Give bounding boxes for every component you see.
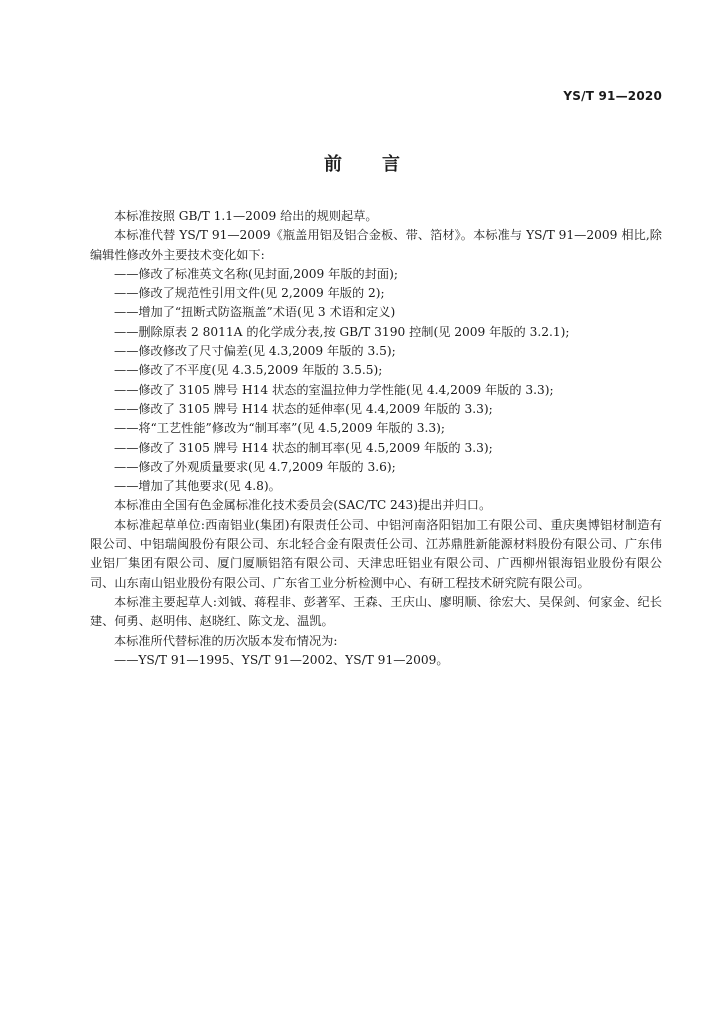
list-item: ——修改了规范性引用文件(见 2,2009 年版的 2);	[114, 286, 385, 301]
list-item: ——修改了外观质量要求(见 4.7,2009 年版的 3.6);	[114, 459, 396, 474]
standard-code: YS/T 91—2020	[563, 89, 662, 103]
history-intro-paragraph: 本标准所代替标准的历次版本发布情况为:	[114, 633, 338, 648]
drafting-units-paragraph: 本标准起草单位:西南铝业(集团)有限责任公司、中铝河南洛阳铝加工有限公司、重庆奥博铝材制造有限公司、中铝瑞闽股份有限公司、东北轻合金有限责任公司、江苏鼎胜新能源材料股份有限公司、广东伟业铝厂集团有限公司、厦门厦顺铝箔有限公司、天津忠旺铝业有限公司、广西柳州银海铝业股份有限公司、山东南山铝业股份有限公司、广东省工业分析检测中心、有研工程技术研究院有限公司。	[90, 517, 662, 590]
list-item: ——将“工艺性能”修改为“制耳率”(见 4.5,2009 年版的 3.3);	[114, 421, 446, 436]
page-title: 前言	[324, 154, 440, 175]
list-item: ——修改修改了尺寸偏差(见 4.3,2009 年版的 3.5);	[114, 344, 396, 359]
drafters-paragraph: 本标准主要起草人:刘钺、蒋程非、彭著军、王森、王庆山、廖明顺、徐宏大、吴保剑、何家金、纪长建、何勇、赵明伟、赵晓红、陈文龙、温凯。	[90, 594, 662, 629]
list-item: ——修改了 3105 牌号 H14 状态的室温拉伸力学性能(见 4.4,2009 年版的 3.3);	[114, 382, 554, 397]
list-item: ——增加了其他要求(见 4.8)。	[114, 479, 281, 494]
list-item: ——修改了不平度(见 4.3.5,2009 年版的 3.5.5);	[114, 363, 383, 378]
history-versions: ——YS/T 91—1995、YS/T 91—2002、YS/T 91—2009。	[114, 652, 449, 667]
list-item: ——修改了标准英文名称(见封面,2009 年版的封面);	[114, 266, 398, 281]
drafting-rule-paragraph: 本标准按照 GB/T 1.1—2009 给出的规则起草。	[114, 209, 378, 223]
list-item: ——修改了 3105 牌号 H14 状态的制耳率(见 4.5,2009 年版的 3.3);	[114, 440, 493, 455]
replaces-paragraph: 本标准代替 YS/T 91—2009《瓶盖用铝及铝合金板、带、箔材》。本标准与 YS/T 91—2009 相比,除编辑性修改外主要技术变化如下:	[90, 228, 662, 262]
list-item: ——增加了“扭断式防盗瓶盖”术语(见 3 术语和定义)	[114, 305, 396, 320]
list-item: ——删除原表 2 8011A 的化学成分表,按 GB/T 3190 控制(见 2009 年版的 3.2.1);	[114, 324, 570, 339]
foreword-body	[90, 207, 662, 670]
list-item: ——修改了 3105 牌号 H14 状态的延伸率(见 4.4,2009 年版的 3.3);	[114, 401, 493, 416]
technical-changes-list	[90, 265, 662, 497]
proposed-by-paragraph: 本标准由全国有色金属标准化技术委员会(SAC/TC 243)提出并归口。	[114, 498, 492, 513]
